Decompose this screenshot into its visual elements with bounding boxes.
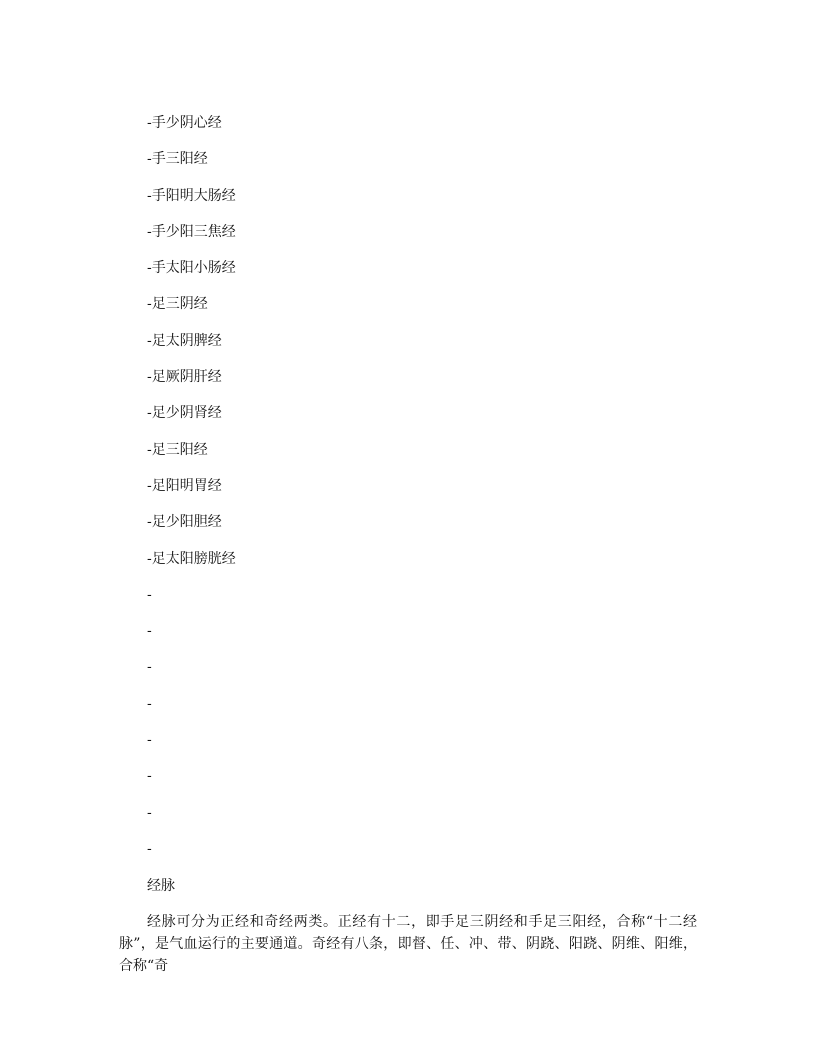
list-item: - [147, 804, 152, 821]
list-item: - [147, 695, 152, 712]
meridian-list [147, 113, 236, 875]
list-item: -手太阳小肠经 [147, 260, 236, 277]
list-item: -手少阴心经 [147, 115, 222, 131]
list-item: -手少阳三焦经 [147, 223, 236, 240]
list-item: - [147, 840, 152, 857]
list-item: - [147, 623, 152, 640]
list-item: -足厥阴肝经 [147, 369, 222, 386]
list-item: -足太阴脾经 [147, 332, 222, 349]
list-item: -手阳明大肠经 [147, 187, 236, 204]
list-item: -足阳明胃经 [147, 477, 222, 494]
list-item: -手三阳经 [147, 151, 208, 168]
list-item: - [147, 586, 152, 603]
list-item: -足三阴经 [147, 296, 208, 313]
list-item: -足三阳经 [147, 441, 208, 458]
section-heading: 经脉 [147, 878, 175, 894]
section-paragraph: 经脉可分为正经和奇经两类。正经有十二，即手足三阴经和手足三阳经，合称“十二经脉”，是气血运行的主要通道。奇经有八条，即督、任、冲、带、阴跷、阳跷、阴维、阳维，合称“奇 [119, 914, 697, 974]
list-item: -足少阴肾经 [147, 405, 222, 422]
list-item: - [147, 732, 152, 749]
list-item: -足太阳膀胱经 [147, 550, 236, 567]
list-item: - [147, 659, 152, 676]
list-item: -足少阳胆经 [147, 514, 222, 531]
list-item: - [147, 768, 152, 785]
